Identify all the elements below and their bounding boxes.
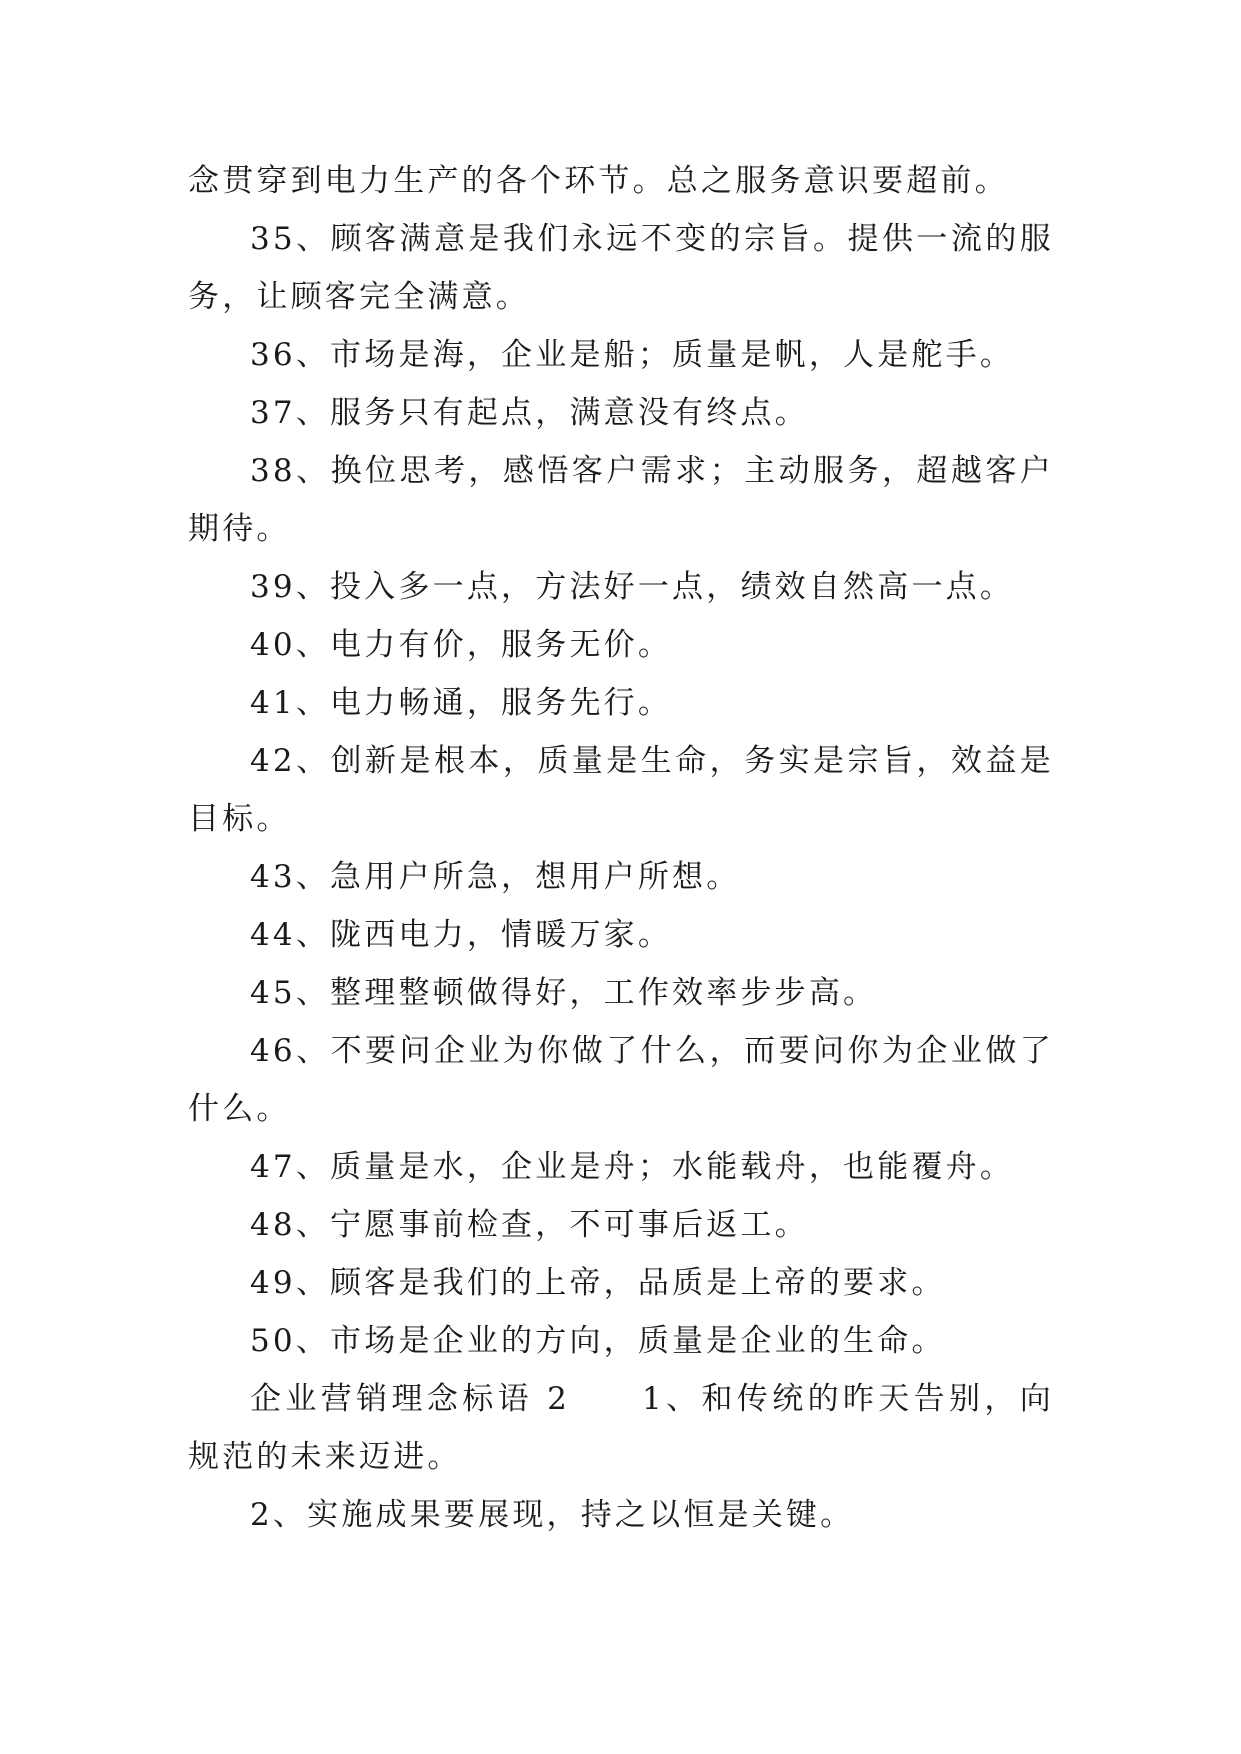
paragraph: 2、实施成果要展现，持之以恒是关键。 [250,1497,855,1533]
paragraph: 45、整理整顿做得好，工作效率步步高。 [250,975,878,1011]
document-body [188,152,1054,1544]
paragraph: 39、投入多一点，方法好一点，绩效自然高一点。 [250,569,1015,605]
paragraph: 41、电力畅通，服务先行。 [250,685,673,721]
paragraph: 念贯穿到电力生产的各个环节。总之服务意识要超前。 [188,163,1009,199]
paragraph: 40、电力有价，服务无价。 [250,627,673,663]
paragraph: 49、顾客是我们的上帝，品质是上帝的要求。 [250,1265,946,1301]
paragraph: 46、不要问企业为你做了什么，而要问你为企业做了什么。 [188,1033,1054,1127]
paragraph: 47、质量是水，企业是舟；水能载舟，也能覆舟。 [250,1149,1015,1185]
paragraph: 38、换位思考，感悟客户需求；主动服务，超越客户期待。 [188,453,1054,547]
paragraph: 36、市场是海，企业是船；质量是帆，人是舵手。 [250,337,1015,373]
paragraph: 48、宁愿事前检查，不可事后返工。 [250,1207,809,1243]
paragraph: 44、陇西电力，情暖万家。 [250,917,673,953]
paragraph: 企业营销理念标语 2 1、和传统的昨天告别，向规范的未来迈进。 [188,1381,1054,1475]
paragraph: 42、创新是根本，质量是生命，务实是宗旨，效益是目标。 [188,743,1054,837]
paragraph: 43、急用户所急，想用户所想。 [250,859,741,895]
paragraph: 37、服务只有起点，满意没有终点。 [250,395,809,431]
paragraph: 50、市场是企业的方向，质量是企业的生命。 [250,1323,946,1359]
paragraph: 35、顾客满意是我们永远不变的宗旨。提供一流的服务，让顾客完全满意。 [188,221,1054,315]
